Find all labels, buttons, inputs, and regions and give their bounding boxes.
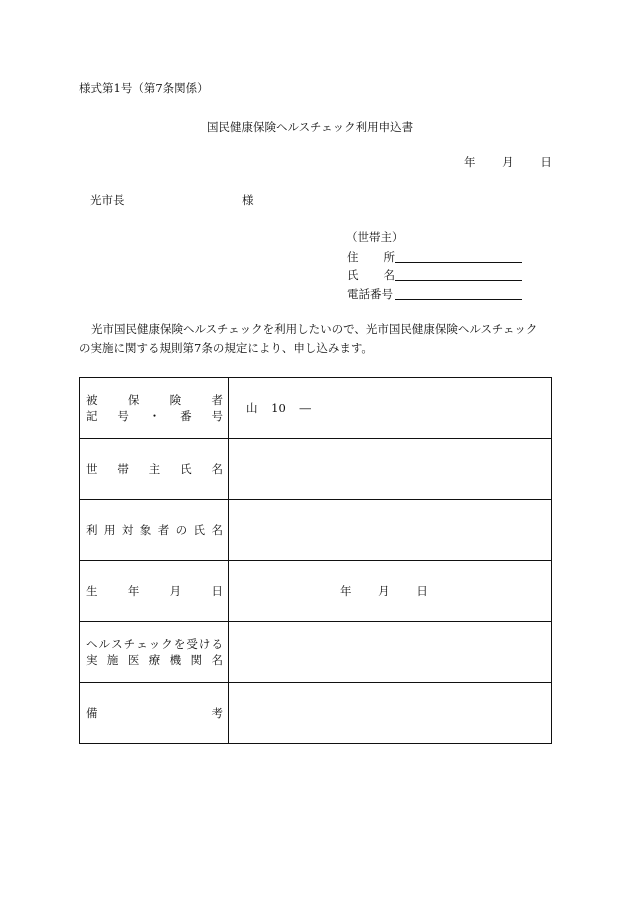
row-target-name [80, 500, 552, 561]
applicant-group-label: （世帯主） [346, 230, 404, 244]
body-text-line2: の実施に関する規則第7条の規定により、申し込みます。 [79, 341, 373, 355]
date-month-label: 月 [502, 155, 514, 169]
phone-field[interactable] [395, 288, 522, 300]
date-line [464, 157, 552, 169]
insured-symbol-number: 10 [271, 401, 286, 415]
institution-value[interactable] [229, 622, 552, 683]
row-insured-number [80, 378, 552, 439]
row-birth-date [80, 561, 552, 622]
application-table [79, 377, 552, 744]
row-householder-name [80, 439, 552, 500]
document-title: 国民健康保険ヘルスチェック利用申込書 [207, 120, 414, 134]
insured-dash: ― [299, 401, 311, 415]
birth-date-value[interactable] [229, 561, 552, 622]
birth-day-label: 日 [416, 584, 428, 598]
phone-label: 電話番号 [347, 286, 393, 301]
householder-name-label: 世 帯 主 氏 名 [80, 439, 229, 500]
applicant-phone-row [347, 288, 522, 300]
applicant-address-row [347, 251, 522, 263]
body-text-line1: 光市国民健康保険ヘルスチェックを利用したいので、光市国民健康保険ヘルスチェック [91, 322, 538, 336]
institution-label: ヘ ル ス チ ェ ッ ク を 受 け る 実 施 医 療 機 関 名 [80, 622, 229, 683]
addressee-name: 光市長 [90, 193, 125, 207]
address-field[interactable] [395, 251, 522, 263]
target-name-label: 利 用 対 象 者 の 氏 名 [80, 500, 229, 561]
name-field[interactable] [395, 269, 522, 281]
name-label: 氏 名 [347, 267, 395, 282]
addressee-honorific: 様 [242, 193, 254, 207]
applicant-name-row [347, 269, 522, 281]
date-year-label: 年 [464, 155, 476, 169]
row-institution [80, 622, 552, 683]
householder-name-value[interactable] [229, 439, 552, 500]
target-name-value[interactable] [229, 500, 552, 561]
remarks-label: 備 考 [80, 683, 229, 744]
insured-number-value[interactable] [229, 378, 552, 439]
birth-date-label: 生 年 月 日 [80, 561, 229, 622]
row-remarks [80, 683, 552, 744]
insured-number-label: 被 保 険 者 記 号 ・ 番 号 [80, 378, 229, 439]
form-number: 様式第1号（第7条関係） [79, 81, 209, 95]
birth-year-label: 年 [340, 584, 352, 598]
address-label: 住 所 [347, 249, 395, 264]
remarks-value[interactable] [229, 683, 552, 744]
date-day-label: 日 [540, 155, 552, 169]
insured-symbol: 山 [246, 401, 258, 415]
birth-month-label: 月 [378, 584, 390, 598]
